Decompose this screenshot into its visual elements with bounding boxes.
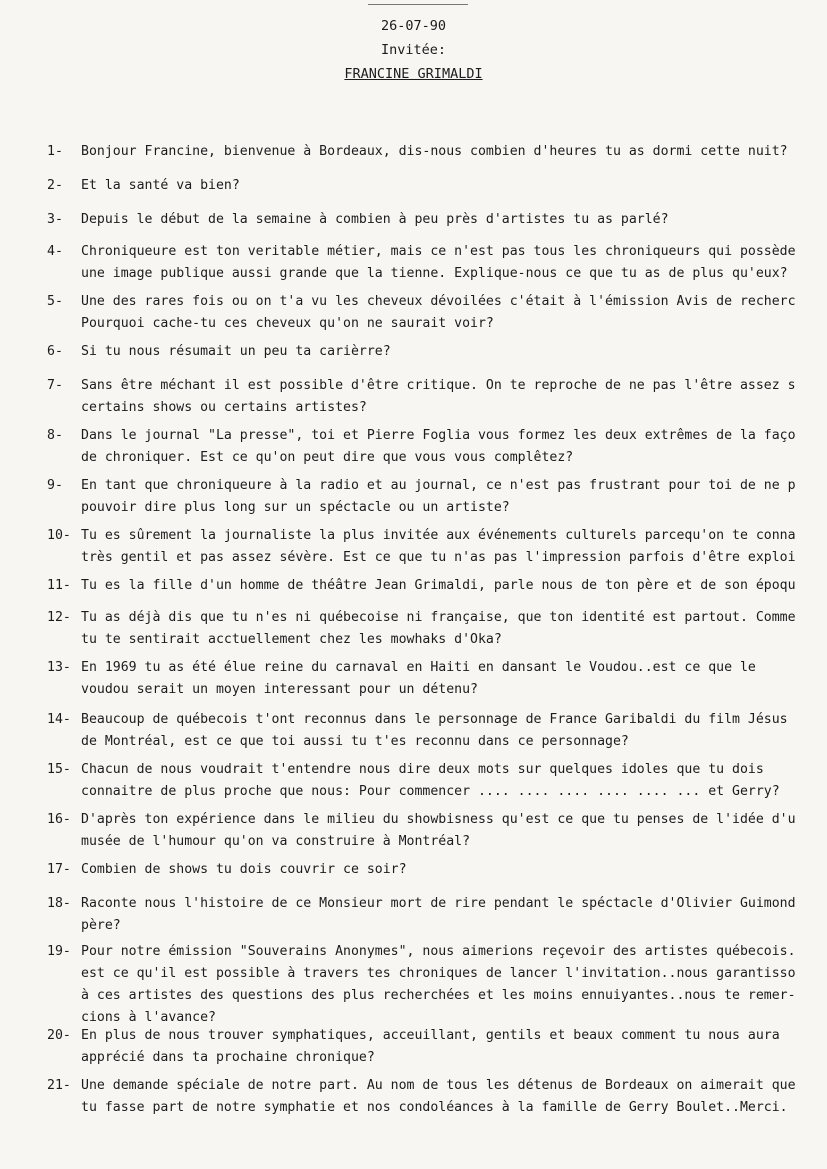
question-number: 11- xyxy=(47,578,71,593)
question-text xyxy=(81,941,796,1029)
question-number: 17- xyxy=(47,862,71,877)
question-text xyxy=(81,709,788,753)
top-rule xyxy=(368,4,468,5)
question-text xyxy=(81,425,796,469)
question-number: 14- xyxy=(47,712,71,727)
question-text-line: Une des rares fois ou on t'a vu les cheveux dévoilées c'était à l'émission Avis de recherc xyxy=(81,294,796,309)
question-text-line: père? xyxy=(81,918,121,933)
question-number: 21- xyxy=(47,1078,71,1093)
question-text-line: pouvoir dire plus long sur un spéctacle ou un artiste? xyxy=(81,500,510,515)
question-text xyxy=(81,341,391,363)
question-text xyxy=(81,575,796,597)
question-number: 2- xyxy=(47,178,63,193)
question-number: 16- xyxy=(47,812,71,827)
question-text-line: musée de l'humour qu'on va construire à Montréal? xyxy=(81,834,471,849)
question-number: 13- xyxy=(47,660,71,675)
header-guest-name xyxy=(0,63,827,85)
question-text xyxy=(81,809,796,853)
question-text-line: voudou serait un moyen interessant pour un détenu? xyxy=(81,682,478,697)
question-text-line: Une demande spéciale de notre part. Au nom de tous les détenus de Bordeaux on aimerait que xyxy=(81,1078,796,1093)
question-text xyxy=(81,525,796,569)
guest-name-text: FRANCINE GRIMALDI xyxy=(344,66,483,82)
question-text-line: En 1969 tu as été élue reine du carnaval en Haiti en dansant le Voudou..est ce que le xyxy=(81,660,756,675)
question-number: 4- xyxy=(47,244,63,259)
question-text-line: connaitre de plus proche que nous: Pour commencer .... .... .... .... .... ... et Gerry? xyxy=(81,784,780,799)
question-text-line: apprécié dans ta prochaine chronique? xyxy=(81,1050,375,1065)
question-text-line: très gentil et pas assez sévère. Est ce que tu n'as pas l'impression parfois d'être exploi xyxy=(81,550,796,565)
question-text-line: cions à l'avance? xyxy=(81,1010,216,1025)
question-text-line: Si tu nous résumait un peu ta carièrre? xyxy=(81,344,391,359)
question-text-line: à ces artistes des questions des plus recherchées et les moins ennuiyantes..nous te remer- xyxy=(81,988,796,1003)
question-text-line: En plus de nous trouver symphatiques, acceuillant, gentils et beaux comment tu nous aura xyxy=(81,1028,780,1043)
question-text-line: Pourquoi cache-tu ces cheveux qu'on ne saurait voir? xyxy=(81,316,494,331)
question-text xyxy=(81,209,669,231)
question-text xyxy=(81,175,240,197)
question-number: 6- xyxy=(47,344,63,359)
question-text xyxy=(81,859,407,881)
question-text-line: Combien de shows tu dois couvrir ce soir? xyxy=(81,862,407,877)
question-text-line: tu te sentirait acctuellement chez les mowhaks d'Oka? xyxy=(81,632,502,647)
question-text-line: Raconte nous l'histoire de ce Monsieur mort de rire pendant le spéctacle d'Olivier Guimond xyxy=(81,896,796,911)
question-text-line: est ce qu'il est possible à travers tes chroniques de lancer l'invitation..nous garantisso xyxy=(81,966,796,981)
question-text-line: Dans le journal "La presse", toi et Pierre Foglia vous formez les deux extrêmes de la faço xyxy=(81,428,796,443)
question-text-line: Chroniqueure est ton veritable métier, mais ce n'est pas tous les chroniqueurs qui possède xyxy=(81,244,796,259)
question-text-line: Bonjour Francine, bienvenue à Bordeaux, dis-nous combien d'heures tu as dormi cette nuit? xyxy=(81,144,788,159)
question-text-line: Pour notre émission "Souverains Anonymes", nous aimerions reçevoir des artistes québecois. xyxy=(81,944,796,959)
question-number: 7- xyxy=(47,378,63,393)
question-text xyxy=(81,1075,796,1119)
question-number: 10- xyxy=(47,528,71,543)
question-text-line: Tu es sûrement la journaliste la plus invitée aux événements culturels parcequ'on te conna xyxy=(81,528,796,543)
question-text-line: En tant que chroniqueure à la radio et au journal, ce n'est pas frustrant pour toi de ne p xyxy=(81,478,796,493)
header-date: 26-07-90 xyxy=(380,18,447,34)
question-text-line: Sans être méchant il est possible d'être critique. On te reproche de ne pas l'être assez s xyxy=(81,378,796,393)
question-number: 8- xyxy=(47,428,63,443)
question-text-line: Chacun de nous voudrait t'entendre nous dire deux mots sur quelques idoles que tu dois xyxy=(81,762,764,777)
question-text-line: une image publique aussi grande que la tienne. Explique-nous ce que tu as de plus qu'eux? xyxy=(81,266,788,281)
question-text-line: Depuis le début de la semaine à combien à peu près d'artistes tu as parlé? xyxy=(81,212,669,227)
question-text-line: D'après ton expérience dans le milieu du showbisness qu'est ce que tu penses de l'idée d'u xyxy=(81,812,796,827)
question-number: 5- xyxy=(47,294,63,309)
question-text xyxy=(81,375,796,419)
question-text xyxy=(81,657,756,701)
question-text-line: de Montréal, est ce que toi aussi tu t'es reconnu dans ce personnage? xyxy=(81,734,629,749)
question-text xyxy=(81,893,796,937)
question-number: 3- xyxy=(47,212,63,227)
question-text-line: Tu as déjà dis que tu n'es ni québecoise ni française, que ton identité est partout. Comme xyxy=(81,610,796,625)
question-text-line: Beaucoup de québecois t'ont reconnus dans le personnage de France Garibaldi du film Jésus xyxy=(81,712,788,727)
question-number: 12- xyxy=(47,610,71,625)
question-text xyxy=(81,759,780,803)
question-text-line: tu fasse part de notre symphatie et nos condoléances à la famille de Gerry Boulet..Merci. xyxy=(81,1100,788,1115)
header-invitee-label: Invitée: xyxy=(380,42,447,58)
question-text xyxy=(81,607,796,651)
question-number: 19- xyxy=(47,944,71,959)
question-text xyxy=(81,241,796,285)
question-number: 9- xyxy=(47,478,63,493)
question-text-line: de chroniquer. Est ce qu'on peut dire que vous vous complêtez? xyxy=(81,450,574,465)
question-text xyxy=(81,291,796,335)
question-text xyxy=(81,475,796,519)
question-text-line: certains shows ou certains artistes? xyxy=(81,400,367,415)
question-text xyxy=(81,1025,780,1069)
question-number: 1- xyxy=(47,144,63,159)
question-text xyxy=(81,141,788,163)
question-text-line: Et la santé va bien? xyxy=(81,178,240,193)
question-number: 18- xyxy=(47,896,71,911)
question-text-line: Tu es la fille d'un homme de théâtre Jean Grimaldi, parle nous de ton père et de son époqu xyxy=(81,578,796,593)
question-number: 15- xyxy=(47,762,71,777)
question-number: 20- xyxy=(47,1028,71,1043)
